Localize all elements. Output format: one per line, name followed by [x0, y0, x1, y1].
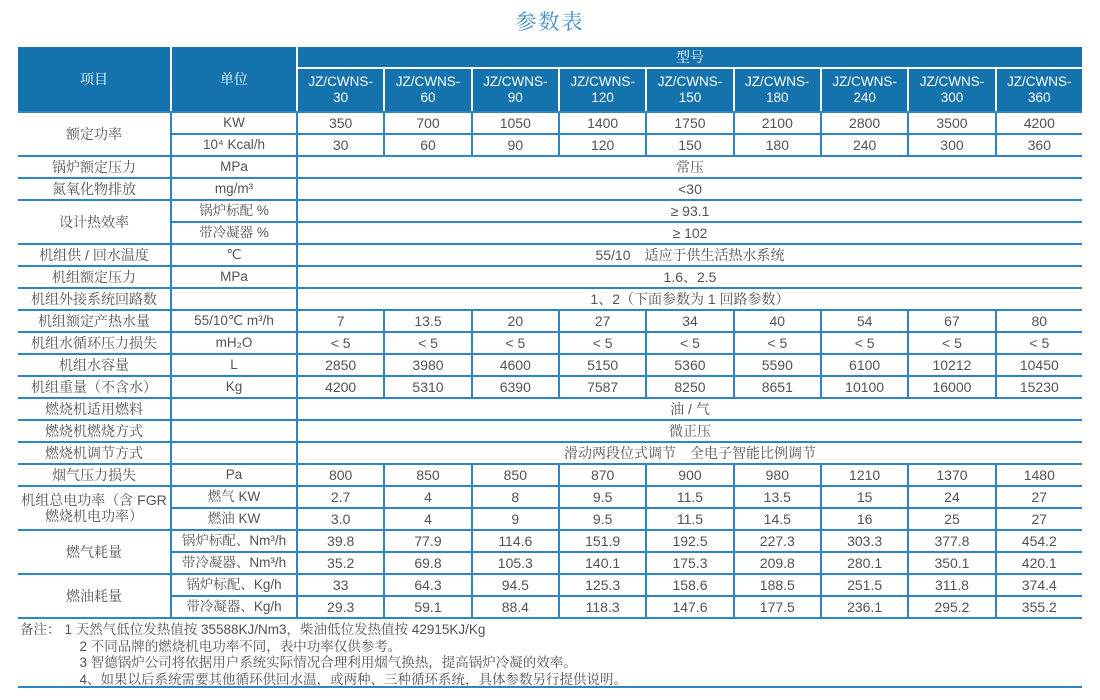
- cell-value: 251.5: [820, 575, 907, 597]
- table-row: [18, 487, 1082, 509]
- row-item-label: 燃气耗量: [18, 531, 170, 575]
- cell-value: 9: [471, 509, 558, 531]
- cell-value: 118.3: [558, 597, 645, 619]
- cell-value: < 5: [995, 333, 1082, 355]
- cell-value: 350: [296, 111, 383, 135]
- row-span-value: ≥ 102: [296, 223, 1082, 245]
- row-item-label: 机组供 / 回水温度: [18, 245, 170, 267]
- cell-value: 900: [645, 465, 732, 487]
- cell-value: 227.3: [733, 531, 820, 553]
- row-span-value: 油 / 气: [296, 399, 1082, 421]
- cell-value: 140.1: [558, 553, 645, 575]
- cell-value: 151.9: [558, 531, 645, 553]
- row-item-label: 机组外接系统回路数: [18, 289, 170, 311]
- table-row: [18, 399, 1082, 421]
- note-line-4: 4、如果以后系统需要其他循环供回水温，或两种、三种循环系统，具体参数另行提供说明。: [79, 671, 628, 687]
- row-item-label: 燃烧机调节方式: [18, 443, 170, 465]
- row-unit-label: MPa: [170, 267, 296, 289]
- table-row: [18, 333, 1082, 355]
- cell-value: 5310: [383, 377, 470, 399]
- model-group-header: 型号: [296, 47, 1082, 67]
- cell-value: 67: [907, 311, 994, 333]
- cell-value: 1050: [471, 111, 558, 135]
- row-item-label: 额定功率: [18, 111, 170, 157]
- row-item-label: 烟气压力损失: [18, 465, 170, 487]
- table-row: [18, 223, 1082, 245]
- cell-value: 6100: [820, 355, 907, 377]
- notes-label: 备注：: [20, 622, 61, 637]
- table-row: [18, 157, 1082, 179]
- cell-value: 8651: [733, 377, 820, 399]
- notes-block: [20, 622, 1082, 688]
- model-column-header: JZ/CWNS- 30: [296, 67, 383, 111]
- row-item-label: 燃烧机燃烧方式: [18, 421, 170, 443]
- cell-value: 20: [471, 311, 558, 333]
- row-item-label: 机组额定压力: [18, 267, 170, 289]
- cell-value: 8250: [645, 377, 732, 399]
- row-span-value: ≥ 93.1: [296, 201, 1082, 223]
- row-item-label: 机组总电功率（含 FGR 燃烧机电功率）: [18, 487, 170, 531]
- note-line-1: 1 天然气低位发热值按 35588KJ/Nm3，柴油低位发热值按 42915KJ/Kg: [64, 622, 486, 637]
- row-unit-label: 55/10℃ m³/h: [170, 311, 296, 333]
- page-title: 参数表: [515, 11, 585, 34]
- cell-value: 15230: [995, 377, 1082, 399]
- table-row: [18, 311, 1082, 333]
- row-unit-label: 带冷凝器 %: [170, 223, 296, 245]
- header-row-top: [18, 47, 1082, 67]
- table-row: [18, 245, 1082, 267]
- cell-value: 59.1: [383, 597, 470, 619]
- cell-value: 1750: [645, 111, 732, 135]
- cell-value: 54: [820, 311, 907, 333]
- cell-value: 295.2: [907, 597, 994, 619]
- cell-value: 1480: [995, 465, 1082, 487]
- cell-value: < 5: [820, 333, 907, 355]
- row-unit-label: [170, 289, 296, 311]
- cell-value: 120: [558, 135, 645, 157]
- cell-value: 9.5: [558, 487, 645, 509]
- table-row: [18, 377, 1082, 399]
- row-item-label: 机组重量（不含水）: [18, 377, 170, 399]
- row-item-label: 燃烧机适用燃料: [18, 399, 170, 421]
- cell-value: 25: [907, 509, 994, 531]
- row-span-value: 1.6、2.5: [296, 267, 1082, 289]
- note-line-3: 3 智德锅炉公司将依据用户系统实际情况合理利用烟气换热，提高锅炉冷凝的效率。: [79, 655, 577, 670]
- cell-value: 188.5: [733, 575, 820, 597]
- cell-value: 700: [383, 111, 470, 135]
- cell-value: 1400: [558, 111, 645, 135]
- cell-value: 2100: [733, 111, 820, 135]
- cell-value: 280.1: [820, 553, 907, 575]
- row-item-label: 氮氧化物排放: [18, 179, 170, 201]
- row-span-value: 55/10 适应于供生活热水系统: [296, 245, 1082, 267]
- table-row: [18, 267, 1082, 289]
- cell-value: 350.1: [907, 553, 994, 575]
- row-unit-label: 锅炉标配、Nm³/h: [170, 531, 296, 553]
- cell-value: 8: [471, 487, 558, 509]
- cell-value: 16000: [907, 377, 994, 399]
- cell-value: 303.3: [820, 531, 907, 553]
- cell-value: 311.8: [907, 575, 994, 597]
- model-column-header: JZ/CWNS- 150: [645, 67, 732, 111]
- spec-table-header: [18, 47, 1082, 111]
- row-item-label: 燃油耗量: [18, 575, 170, 619]
- cell-value: 33: [296, 575, 383, 597]
- table-row: [18, 201, 1082, 223]
- row-unit-label: Pa: [170, 465, 296, 487]
- row-unit-label: 燃气 KW: [170, 487, 296, 509]
- note-line-2: 2 不同品牌的燃烧机电功率不同，表中功率仅供参考。: [79, 638, 402, 654]
- cell-value: 209.8: [733, 553, 820, 575]
- cell-value: 5360: [645, 355, 732, 377]
- row-unit-label: 燃油 KW: [170, 509, 296, 531]
- cell-value: 3980: [383, 355, 470, 377]
- cell-value: 870: [558, 465, 645, 487]
- table-row: [18, 135, 1082, 157]
- row-span-value: 滑动两段位式调节 全电子智能比例调节: [296, 443, 1082, 465]
- table-row: [18, 179, 1082, 201]
- cell-value: 4: [383, 487, 470, 509]
- cell-value: 2800: [820, 111, 907, 135]
- cell-value: 300: [907, 135, 994, 157]
- model-column-header: JZ/CWNS- 60: [383, 67, 470, 111]
- cell-value: 10450: [995, 355, 1082, 377]
- row-unit-label: 带冷凝器、Nm³/h: [170, 553, 296, 575]
- cell-value: 13.5: [383, 311, 470, 333]
- row-item-label: 机组水循环压力损失: [18, 333, 170, 355]
- cell-value: 77.9: [383, 531, 470, 553]
- cell-value: 24: [907, 487, 994, 509]
- row-item-label: 锅炉额定压力: [18, 157, 170, 179]
- row-unit-label: 锅炉标配 %: [170, 201, 296, 223]
- row-unit-label: [170, 421, 296, 443]
- cell-value: 15: [820, 487, 907, 509]
- cell-value: 7: [296, 311, 383, 333]
- cell-value: 377.8: [907, 531, 994, 553]
- cell-value: < 5: [296, 333, 383, 355]
- cell-value: 34: [645, 311, 732, 333]
- cell-value: 4200: [995, 111, 1082, 135]
- unit-column-header: 单位: [170, 47, 296, 111]
- notes-lines: [65, 622, 1083, 688]
- model-column-header: JZ/CWNS- 180: [733, 67, 820, 111]
- model-column-header: JZ/CWNS- 240: [820, 67, 907, 111]
- row-unit-label: 锅炉标配、Kg/h: [170, 575, 296, 597]
- cell-value: 1370: [907, 465, 994, 487]
- table-row: [18, 575, 1082, 597]
- cell-value: 177.5: [733, 597, 820, 619]
- cell-value: 3.0: [296, 509, 383, 531]
- row-item-label: 机组水容量: [18, 355, 170, 377]
- cell-value: 360: [995, 135, 1082, 157]
- row-item-label: 设计热效率: [18, 201, 170, 245]
- cell-value: 6390: [471, 377, 558, 399]
- row-span-value: 微正压: [296, 421, 1082, 443]
- cell-value: 114.6: [471, 531, 558, 553]
- cell-value: < 5: [645, 333, 732, 355]
- cell-value: 147.6: [645, 597, 732, 619]
- cell-value: < 5: [907, 333, 994, 355]
- cell-value: 40: [733, 311, 820, 333]
- cell-value: < 5: [471, 333, 558, 355]
- cell-value: 158.6: [645, 575, 732, 597]
- cell-value: 80: [995, 311, 1082, 333]
- table-row: [18, 355, 1082, 377]
- cell-value: 29.3: [296, 597, 383, 619]
- model-column-header: JZ/CWNS- 300: [907, 67, 994, 111]
- cell-value: 14.5: [733, 509, 820, 531]
- cell-value: 27: [558, 311, 645, 333]
- cell-value: 236.1: [820, 597, 907, 619]
- cell-value: 27: [995, 509, 1082, 531]
- row-span-value: <30: [296, 179, 1082, 201]
- row-span-value: 1、2（下面参数为 1 回路参数）: [296, 289, 1082, 311]
- cell-value: 4600: [471, 355, 558, 377]
- item-column-header: 项目: [18, 47, 170, 111]
- spec-table: [18, 47, 1082, 619]
- model-column-header: JZ/CWNS- 360: [995, 67, 1082, 111]
- cell-value: 175.3: [645, 553, 732, 575]
- cell-value: < 5: [383, 333, 470, 355]
- row-unit-label: KW: [170, 111, 296, 135]
- model-column-header: JZ/CWNS- 90: [471, 67, 558, 111]
- cell-value: 35.2: [296, 553, 383, 575]
- cell-value: 850: [383, 465, 470, 487]
- cell-value: 11.5: [645, 509, 732, 531]
- table-row: [18, 465, 1082, 487]
- cell-value: 5590: [733, 355, 820, 377]
- table-row: [18, 443, 1082, 465]
- cell-value: 125.3: [558, 575, 645, 597]
- cell-value: 7587: [558, 377, 645, 399]
- cell-value: 64.3: [383, 575, 470, 597]
- cell-value: 800: [296, 465, 383, 487]
- cell-value: 420.1: [995, 553, 1082, 575]
- cell-value: 5150: [558, 355, 645, 377]
- cell-value: 9.5: [558, 509, 645, 531]
- row-unit-label: 10⁴ Kcal/h: [170, 135, 296, 157]
- cell-value: 10100: [820, 377, 907, 399]
- cell-value: 69.8: [383, 553, 470, 575]
- cell-value: 88.4: [471, 597, 558, 619]
- cell-value: 150: [645, 135, 732, 157]
- table-row: [18, 289, 1082, 311]
- cell-value: 180: [733, 135, 820, 157]
- cell-value: 454.2: [995, 531, 1082, 553]
- cell-value: 192.5: [645, 531, 732, 553]
- cell-value: 2.7: [296, 487, 383, 509]
- cell-value: 850: [471, 465, 558, 487]
- cell-value: 30: [296, 135, 383, 157]
- cell-value: 355.2: [995, 597, 1082, 619]
- cell-value: 1210: [820, 465, 907, 487]
- cell-value: 4200: [296, 377, 383, 399]
- bottom-divider: [18, 686, 1082, 688]
- cell-value: 39.8: [296, 531, 383, 553]
- spec-table-body: [18, 111, 1082, 619]
- cell-value: < 5: [733, 333, 820, 355]
- table-row: [18, 531, 1082, 553]
- table-row: [18, 509, 1082, 531]
- row-item-label: 机组额定产热水量: [18, 311, 170, 333]
- cell-value: 240: [820, 135, 907, 157]
- row-unit-label: ℃: [170, 245, 296, 267]
- cell-value: 374.4: [995, 575, 1082, 597]
- row-unit-label: mg/m³: [170, 179, 296, 201]
- row-unit-label: [170, 443, 296, 465]
- row-unit-label: mH₂O: [170, 333, 296, 355]
- cell-value: 11.5: [645, 487, 732, 509]
- cell-value: 27: [995, 487, 1082, 509]
- row-unit-label: [170, 399, 296, 421]
- row-unit-label: Kg: [170, 377, 296, 399]
- cell-value: 94.5: [471, 575, 558, 597]
- cell-value: 13.5: [733, 487, 820, 509]
- cell-value: 60: [383, 135, 470, 157]
- cell-value: 3500: [907, 111, 994, 135]
- cell-value: 90: [471, 135, 558, 157]
- table-row: [18, 553, 1082, 575]
- cell-value: 16: [820, 509, 907, 531]
- table-row: [18, 597, 1082, 619]
- cell-value: 2850: [296, 355, 383, 377]
- row-unit-label: MPa: [170, 157, 296, 179]
- table-row: [18, 421, 1082, 443]
- row-unit-label: 带冷凝器、Kg/h: [170, 597, 296, 619]
- cell-value: 105.3: [471, 553, 558, 575]
- table-row: [18, 111, 1082, 135]
- cell-value: < 5: [558, 333, 645, 355]
- row-unit-label: L: [170, 355, 296, 377]
- cell-value: 10212: [907, 355, 994, 377]
- cell-value: 4: [383, 509, 470, 531]
- model-column-header: JZ/CWNS- 120: [558, 67, 645, 111]
- cell-value: 980: [733, 465, 820, 487]
- row-span-value: 常压: [296, 157, 1082, 179]
